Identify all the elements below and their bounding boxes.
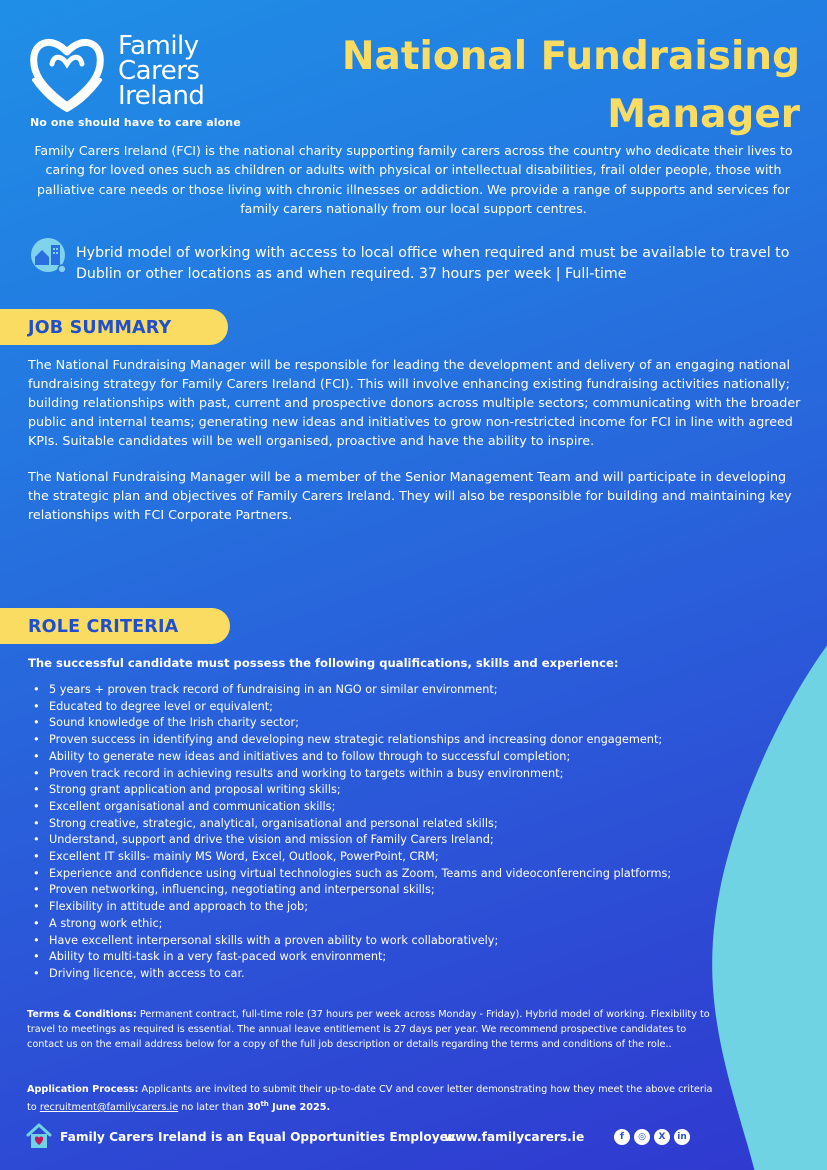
logo-wordmark [118,31,205,111]
home-office-icon [30,237,68,275]
house-heart-icon [26,1122,52,1150]
footer [26,1122,796,1152]
list-item: • Excellent organisational and communication skills; [30,799,730,816]
terms-conditions [27,1007,717,1052]
application-text-2: no later than [178,1102,247,1114]
terms-label: Terms & Conditions: [27,1009,137,1020]
heart-hands-icon [30,34,104,112]
application-process [27,1082,717,1115]
terms-text: Permanent contract, full-time role (37 hours per week across Monday - Friday). Hybrid model of working. Flexibility to travel to meetings as required is essential. The annual leave entitlement is 27 days per year. We recommend prospective candidates to contact us on the email address below for a copy of the full job description or details regarding the terms and conditions of the role.. [27,1009,710,1050]
deadline-rest: June 2025. [268,1102,331,1114]
list-item: • Educated to degree level or equivalent; [30,699,730,716]
logo-line-2: Carers [118,56,200,86]
social-links [614,1129,690,1145]
equal-opportunities-text: Family Carers Ireland is an Equal Opportunities Employer. [60,1130,457,1144]
list-item: • Proven networking, influencing, negotiating and interpersonal skills; [30,882,730,899]
job-summary-paragraph-2: The National Fundraising Manager will be a member of the Senior Management Team and will participate in developing the strategic plan and objectives of Family Carers Ireland. They will also be responsible for building and maintaining key relationships with FCI Corporate Partners. [28,469,792,522]
website-link[interactable]: www.familycarers.ie [444,1130,585,1144]
working-model-text: Hybrid model of working with access to local office when required and must be available to travel to Dublin or other locations as and when required. 37 hours per week | Full-time [76,245,790,282]
list-item: • Excellent IT skills- mainly MS Word, Excel, Outlook, PowerPoint, CRM; [30,849,730,866]
recruitment-email-link[interactable]: recruitment@familycarers.ie [39,1102,179,1114]
list-item: • Sound knowledge of the Irish charity sector; [30,715,730,732]
list-item: • Proven track record in achieving results and working to targets within a busy environment; [30,766,730,783]
job-summary-paragraph-1: The National Fundraising Manager will be responsible for leading the development and delivery of an engaging national fundraising strategy for Family Carers Ireland (FCI). This will involve enhancing existing fundraising activities nationally; building relationships with past, current and prospective donors across multiple sectors; communicating with the broader public and internal teams; generating new ideas and initiatives to grow non-restricted income for FCI in line with agreed KPIs. Suitable candidates will be well organised, proactive and have the ability to inspire. [28,357,801,448]
role-criteria-list [30,682,730,983]
role-criteria-lead: The successful candidate must possess the following qualifications, skills and experience: [28,656,619,670]
linkedin-icon[interactable]: in [674,1129,690,1145]
title-line-1: National Fundraising [341,34,800,79]
title-line-2: Manager [607,92,800,137]
list-item: • Have excellent interpersonal skills with a proven ability to work collaboratively; [30,933,730,950]
facebook-icon[interactable]: f [614,1129,630,1145]
list-item: • A strong work ethic; [30,916,730,933]
application-text-1: Applicants are invited to submit their up-to-date CV and cover letter demonstrating how they meet the above criteria to [27,1084,713,1114]
job-summary-heading: JOB SUMMARY [0,309,228,345]
list-item: • 5 years + proven track record of fundraising in an NGO or similar environment; [30,682,730,699]
x-icon[interactable]: X [654,1129,670,1145]
instagram-icon[interactable]: ◎ [634,1129,650,1145]
deadline [247,1102,330,1113]
list-item: • Strong creative, strategic, analytical, organisational and personal related skills; [30,816,730,833]
application-label: Application Process: [27,1084,139,1095]
page-title [280,28,800,144]
intro-paragraph: Family Carers Ireland (FCI) is the national charity supporting family carers across the country who dedicate their lives to caring for loved ones such as children or adults with physical or intellectual disabilities, frail older people, those with palliative care needs or those living with chronic illnesses or addiction. We provide a range of supports and services for family carers nationally from our local support centres. [34,143,793,216]
list-item: • Strong grant application and proposal writing skills; [30,782,730,799]
deadline-day: 30 [246,1102,261,1114]
deadline-suffix: th [260,1100,269,1108]
logo-line-3: Ireland [118,81,205,111]
list-item: • Driving licence, with access to car. [30,966,730,983]
role-criteria-heading: ROLE CRITERIA [0,608,230,644]
list-item: • Flexibility in attitude and approach to the job; [30,899,730,916]
list-item: • Experience and confidence using virtual technologies such as Zoom, Teams and videoconferencing platforms; [30,866,730,883]
list-item: • Understand, support and drive the vision and mission of Family Carers Ireland; [30,832,730,849]
logo-tagline: No one should have to care alone [30,116,241,129]
list-item: • Ability to generate new ideas and initiatives and to follow through to successful completion; [30,749,730,766]
logo-line-1: Family [118,31,199,61]
list-item: • Proven success in identifying and developing new strategic relationships and increasing donor engagement; [30,732,730,749]
list-item: • Ability to multi-task in a very fast-paced work environment; [30,949,730,966]
